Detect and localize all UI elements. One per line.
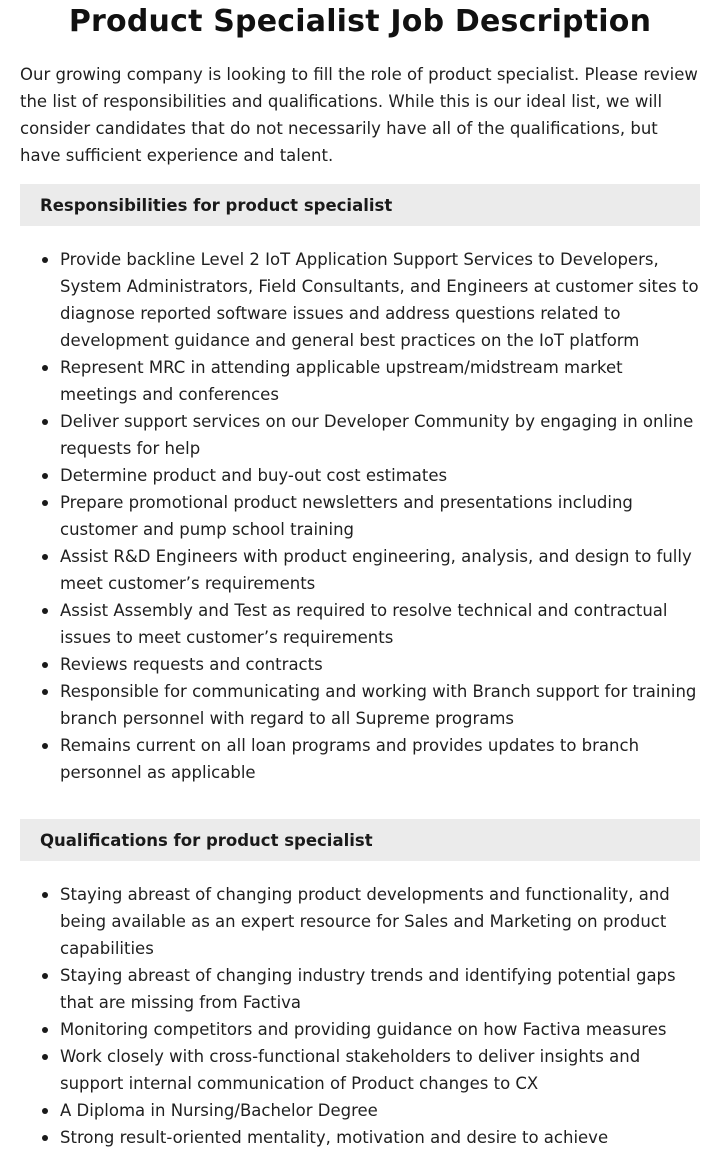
page-title: Product Specialist Job Description [68,4,652,39]
responsibility-item: Assist Assembly and Test as required to resolve technical and contractual issues to meet customer’s requirements [60,597,700,651]
responsibility-item: Assist R&D Engineers with product engineering, analysis, and design to fully meet customer’s requirements [60,543,700,597]
qualification-item: Strong result-oriented mentality, motivation and desire to achieve [60,1124,700,1151]
qualification-item: Staying abreast of changing product developments and functionality, and being available as an expert resource for Sales and Marketing on product capabilities [60,881,700,962]
responsibility-item: Determine product and buy-out cost estimates [60,462,700,489]
qualifications-heading: Qualifications for product specialist [40,830,373,850]
qualification-item: Monitoring competitors and providing guidance on how Factiva measures [60,1016,700,1043]
qualification-item: Work closely with cross-functional stakeholders to deliver insights and support internal communication of Product changes to CX [60,1043,700,1097]
intro-paragraph: Our growing company is looking to fill the role of product specialist. Please review the list of responsibilities and qualifications. While this is our ideal list, we will consider candidates that do not necessarily have all of the qualifications, but have sufficient experience and talent. [20,65,698,165]
responsibilities-list [20,246,700,786]
responsibilities-header [20,184,700,226]
responsibility-item: Prepare promotional product newsletters and presentations including customer and pump school training [60,489,700,543]
qualifications-list [20,881,700,1151]
responsibility-item: Responsible for communicating and working with Branch support for training branch personnel with regard to all Supreme programs [60,678,700,732]
responsibility-item: Provide backline Level 2 IoT Application Support Services to Developers, System Administrators, Field Consultants, and Engineers at customer sites to diagnose reported software issues and address questions related to development guidance and general best practices on the IoT platform [60,246,700,354]
qualification-item: A Diploma in Nursing/Bachelor Degree [60,1097,700,1124]
responsibilities-heading: Responsibilities for product specialist [40,195,393,215]
qualifications-header [20,819,700,861]
qualification-item: Staying abreast of changing industry trends and identifying potential gaps that are missing from Factiva [60,962,700,1016]
responsibility-item: Deliver support services on our Developer Community by engaging in online requests for help [60,408,700,462]
responsibility-item: Represent MRC in attending applicable upstream/midstream market meetings and conferences [60,354,700,408]
responsibility-item: Remains current on all loan programs and provides updates to branch personnel as applicable [60,732,700,786]
responsibility-item: Reviews requests and contracts [60,651,700,678]
